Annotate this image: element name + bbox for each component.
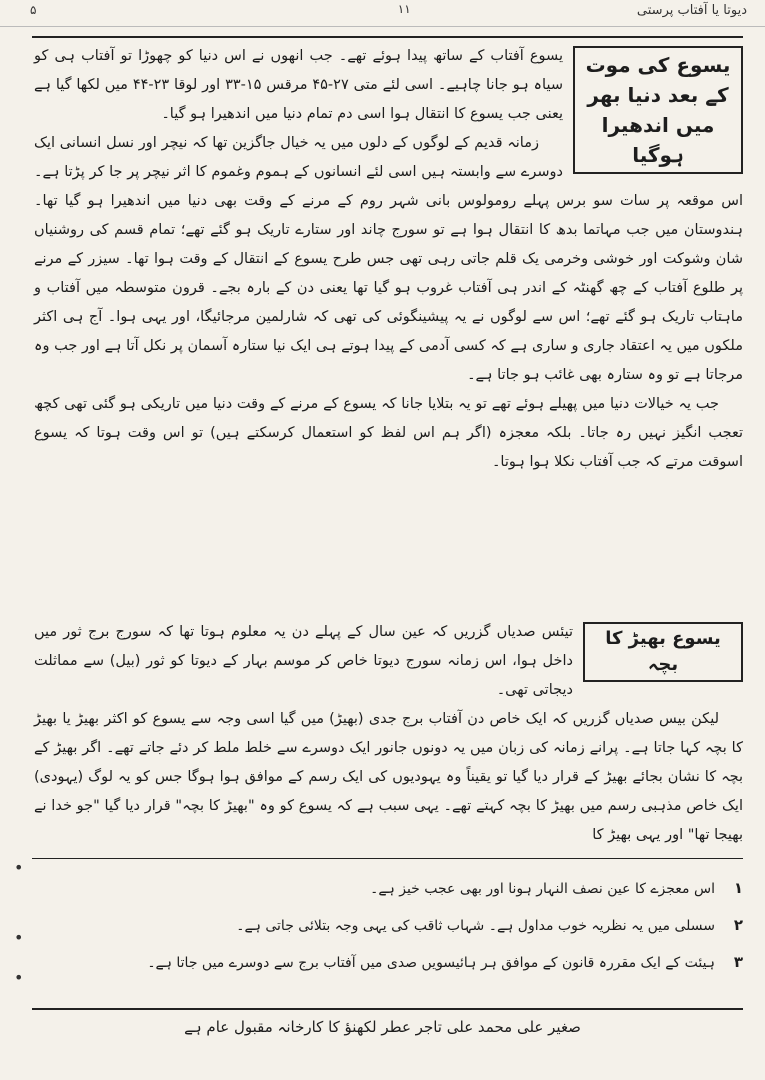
margin-dot: • (14, 968, 24, 987)
footnote-text: ہیئت کے ایک مقررہ قانون کے موافق ہر ہائیسویں صدی میں آفتاب برج سے دوسرے میں جاتا ہے۔ (147, 955, 715, 971)
section-title-death-darkness: یسوع کی موت کے بعد دنیا بھر میں اندھیرا ہوگیا (573, 46, 743, 174)
footnote (34, 944, 743, 981)
footnote-mark: ۳ (733, 953, 743, 971)
footnote (34, 907, 743, 944)
margin-dot: • (14, 928, 24, 947)
page-number: ۱۱ (397, 2, 411, 16)
advertisement-footer: صغیر علی محمد علی تاجر عطر لکھنؤ کا کارخانہ مقبول عام ہے (184, 1018, 581, 1036)
margin-dot: • (14, 858, 24, 877)
footnotes (34, 870, 743, 981)
footnote-text: سسلی میں یہ نظریہ خوب مداول ہے۔ شہاب ثاقب کی یہی وجہ بتلائی جاتی ہے۔ (236, 918, 715, 934)
footnote (34, 870, 743, 907)
footer-rule (32, 1008, 743, 1010)
footnote-mark: ۲ (733, 916, 743, 934)
paragraph: یسوع آفتاب کے ساتھ پیدا ہوئے تھے۔ جب انھوں نے اس دنیا کو چھوڑا تو آفتاب ہی کو سیاہ ہو جانا چاہیے۔ اسی لئے متی ۲۷-۴۵ مرقس ۱۵-۳۳ اور لوقا ۲۳-۴۴ میں لکھا گیا ہے یعنی جب یسوع کا انتقال ہوا اسی دم تمام دنیا میں اندھیرا ہو گیا۔ (34, 48, 563, 122)
footnote-mark: ۱ (733, 879, 743, 897)
running-header (0, 0, 765, 27)
paragraph: تیئس صدیاں گزریں کہ عین سال کے پہلے دن یہ معلوم ہوتا تھا کہ سورج برج ثور میں داخل ہوا، اس زمانہ سورج دیوتا خاص کر موسم بہار کے دیوتا کو ثور (بیل) سے مماثلت دیجاتی تھی۔ (34, 624, 573, 698)
paragraph: لیکن بیس صدیاں گزریں کہ ایک خاص دن آفتاب برج جدی (بھیڑ) میں گیا اسی وجہ سے یسوع کو اکثر بھیڑ یا بھیڑ کا بچہ کہا جاتا ہے۔ پرانے زمانہ کی زبان میں یہ دونوں جانور ایک دوسرے سے خلط ملط کر دئے جاتے تھے۔ اگر بھیڑ کے بچہ کا نشان بجائے بھیڑ کے قرار دیا گیا تو یقیناً وہ یہودیوں کی ایک رسم کے موافق ہوا ہوگا جس کو یہ لوگ (یہودی) ایک خاص مذہبی رسم میں بھیڑ کا بچہ کہتے تھے۔ یہی سبب ہے کہ یسوع کو وہ "بھیڑ کا بچہ" قرار دیا گیا "جو خدا نے بھیجا تھا" اور یہی بھیڑ کا (34, 711, 743, 843)
section-lamb (34, 618, 743, 850)
header-left-mark: ۵ (30, 3, 37, 17)
paragraph: جب یہ خیالات دنیا میں پھیلے ہوئے تھے تو یہ بتلایا جانا کہ یسوع کے مرنے کے وقت دنیا میں تاریکی ہو گئی تھی کچھ تعجب انگیز نہیں رہ جاتا۔ بلکہ معجزہ (اگر ہم اس لفظ کو استعمال کرسکتے ہیں) تو اس وقت ہوتا کہ یسوع اسوقت مرتے کہ جب آفتاب نکلا ہوا ہوتا۔ (34, 396, 743, 470)
footnote-rule (32, 858, 743, 859)
paragraph: زمانہ قدیم کے لوگوں کے دلوں میں یہ خیال جاگزین تھا کہ نیچر اور نسل انسانی ایک دوسرے سے وابستہ ہیں اسی لئے انسانوں کے ہموم وغموم کا اثر نیچر پر جا کر پڑتا ہے۔ اس موقعہ پر سات سو برس پہلے رومولوس بانی شہر روم کے مرنے کے وقت بھی دنیا میں اندھیرا ہو گیا تھا۔ ہندوستان میں جب مہاتما بدھ کا انتقال ہوا ہے تو سورج چاند اور ستارے تاریک ہو گئے تھے؛ تمام قسم کی روشنیاں شان وشوکت اور خوشی وخرمی یک قلم جاتی رہی تھی جس طرح یسوع کے انتقال کے وقت ہوا تھا۔ سیزر کے مرنے پر طلوع آفتاب کے چھ گھنٹہ کے اندر ہی آفتاب غروب ہو گیا تھا یعنی دن کے بارہ بجے۔ قرون متوسطہ میں آفتاب و ماہتاب تاریک ہو گئے تھے؛ اس سے لوگوں نے یہ پیشینگوئی کی تھی کہ شارلمین مرجائیگا، اور یہی ہوا۔ آج ہی اکثر ملکوں میں یہ اعتقاد جاری و ساری ہے کہ کسی آدمی کے پیدا ہوتے ہی ایک نیا ستارہ آسمان پر نکل آتا ہے اور جب وہ مرجاتا ہے تو وہ ستارہ بھی غائب ہو جاتا ہے۔ (34, 135, 743, 383)
running-header-title: دیوتا یا آفتاب پرستی (636, 3, 747, 18)
section-title-lamb: یسوع بھیڑ کا بچہ (583, 622, 743, 682)
section-death-darkness (34, 42, 743, 477)
top-rule (32, 36, 743, 38)
footnote-text: اس معجزے کا عین نصف النہار ہونا اور بھی عجب خیز ہے۔ (370, 881, 715, 897)
